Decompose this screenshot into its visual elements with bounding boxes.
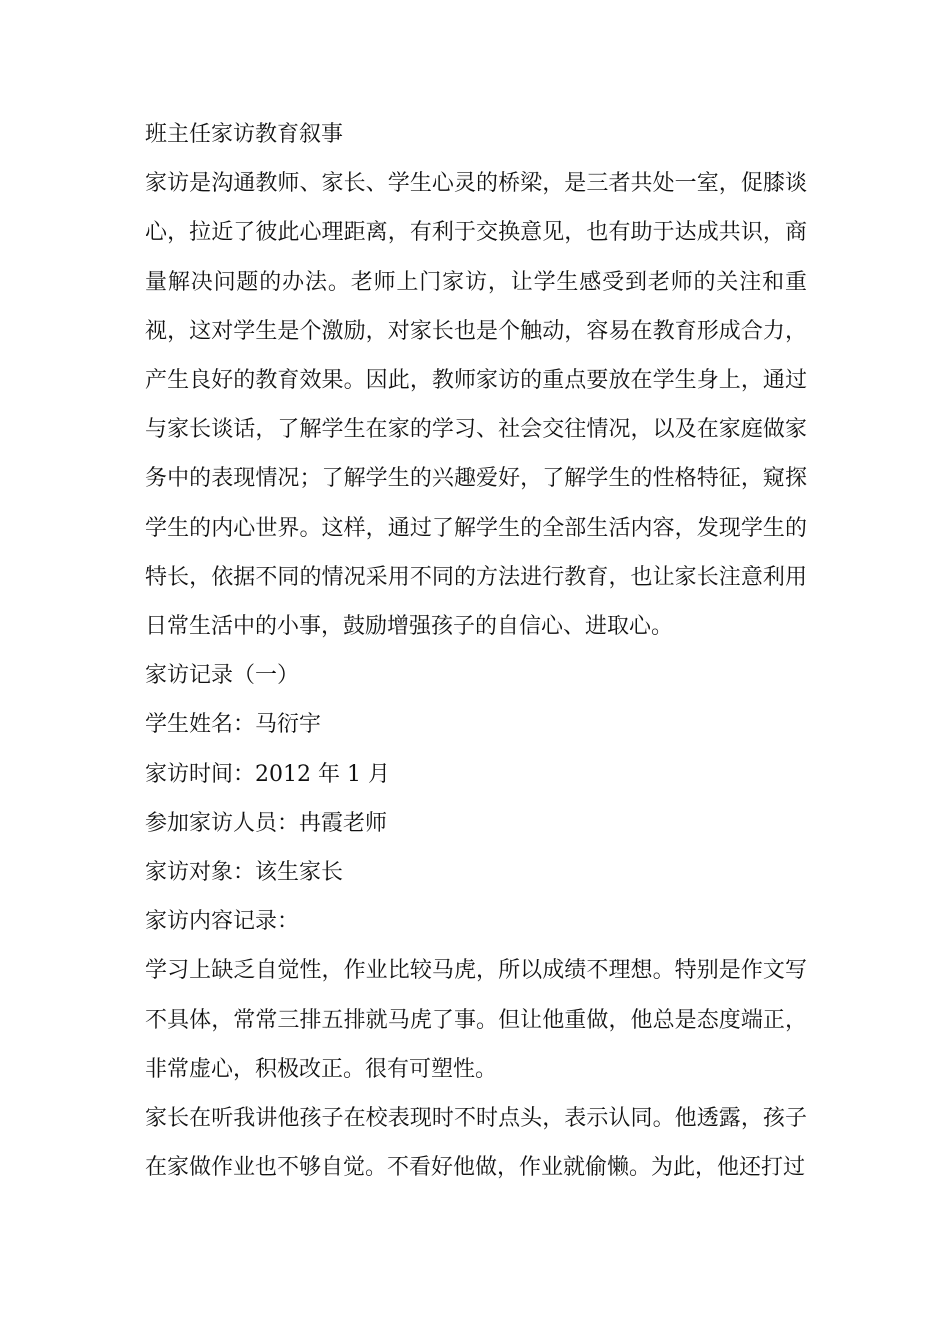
record-paragraph-2: 家长在听我讲他孩子在校表现时不时点头，表示认同。他透露，孩子在家做作业也不够自觉。不看好他做，作业就偷懒。为此，他还打过	[145, 1106, 807, 1181]
student-name-line: 学生姓名：马衍宇	[145, 712, 322, 738]
participants-line: 参加家访人员：冉霞老师	[145, 810, 388, 836]
document-body	[145, 110, 807, 1192]
record-heading: 家访记录（一）	[145, 663, 300, 689]
visit-target-line: 家访对象：该生家长	[145, 860, 344, 886]
visit-time-line: 家访时间：2012 年 1 月	[145, 761, 390, 787]
content-label-line: 家访内容记录：	[145, 909, 300, 935]
intro-paragraph: 家访是沟通教师、家长、学生心灵的桥梁，是三者共处一室，促膝谈心，拉近了彼此心理距离，有利于交换意见，也有助于达成共识，商量解决问题的办法。老师上门家访，让学生感受到老师的关注和重视，这对学生是个激励，对家长也是个触动，容易在教育形成合力，产生良好的教育效果。因此，教师家访的重点要放在学生身上，通过与家长谈话，了解学生在家的学习、社会交往情况，以及在家庭做家务中的表现情况；了解学生的兴趣爱好，了解学生的性格特征，窥探学生的内心世界。这样，通过了解学生的全部生活内容，发现学生的特长，依据不同的情况采用不同的方法进行教育，也让家长注意利用日常生活中的小事，鼓励增强孩子的自信心、进取心。	[145, 171, 807, 640]
record-paragraph-1: 学习上缺乏自觉性，作业比较马虎，所以成绩不理想。特别是作文写不具体，常常三排五排就马虎了事。但让他重做，他总是态度端正，非常虚心，积极改正。很有可塑性。	[145, 958, 807, 1082]
document-title: 班主任家访教育叙事	[145, 122, 344, 147]
